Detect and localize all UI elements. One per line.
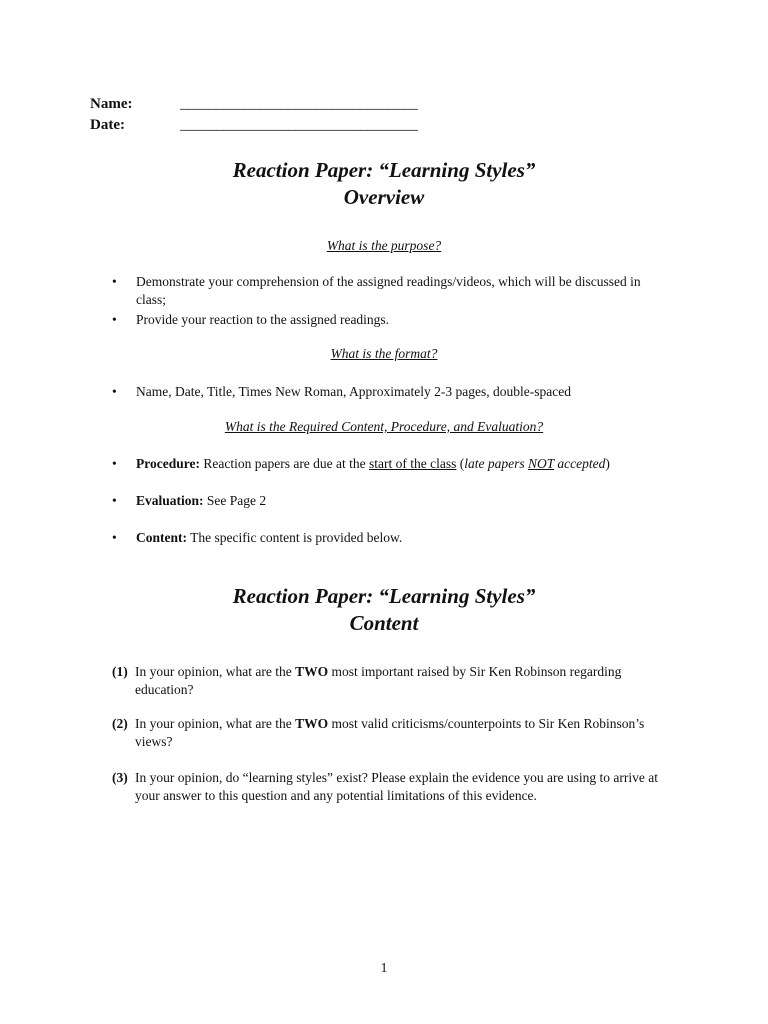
content-bullet-item — [112, 529, 652, 547]
procedure-italic-before: late papers — [464, 456, 529, 471]
procedure-italic-underlined: NOT — [528, 456, 555, 471]
procedure-bullet-item — [112, 455, 652, 473]
bullet-icon: • — [112, 493, 117, 508]
format-bullet-item — [112, 383, 652, 401]
question-bold-text: TWO — [295, 664, 329, 679]
procedure-underlined-text: start of the class — [369, 456, 457, 471]
question-item — [112, 715, 672, 751]
procedure-text — [136, 455, 652, 473]
name-blank-line: _________________________________ — [180, 96, 418, 112]
procedure-label: Procedure: — [136, 456, 200, 471]
question-text-after: most valid criticisms/counterpoints to Sir Ken Robinson’s views? — [135, 716, 645, 749]
question-text — [135, 715, 672, 751]
question-item — [112, 663, 672, 699]
overview-title — [0, 157, 768, 211]
procedure-text-before: Reaction papers are due at the — [199, 456, 370, 471]
name-field — [90, 96, 418, 113]
date-blank-line: _________________________________ — [180, 117, 418, 133]
name-label: Name: — [90, 96, 133, 112]
procedure-italic-after: accepted — [554, 456, 606, 471]
evaluation-bullet-item — [112, 492, 652, 510]
question-number: (3) — [112, 770, 128, 785]
content-title-line-1: Reaction Paper: “Learning Styles” — [232, 584, 536, 608]
overview-title-line-1: Reaction Paper: “Learning Styles” — [232, 158, 536, 182]
format-bullet-text: Name, Date, Title, Times New Roman, Approximately 2-3 pages, double-spaced — [136, 384, 571, 399]
content-text — [136, 529, 652, 547]
question-item — [112, 769, 672, 805]
question-text-before: In your opinion, what are the — [135, 664, 296, 679]
question-text: In your opinion, do “learning styles” exist? Please explain the evidence you are using to arrive at your answer to this question and any potential limitations of this evidence. — [135, 770, 658, 803]
content-title — [0, 583, 768, 637]
date-label: Date: — [90, 117, 125, 133]
content-body: The specific content is provided below. — [187, 530, 403, 545]
purpose-bullet-text: Demonstrate your comprehension of the assigned readings/videos, which will be discussed in class; — [136, 274, 641, 307]
bullet-icon: • — [112, 274, 117, 289]
bullet-icon: • — [112, 384, 117, 399]
procedure-text-end: ) — [605, 456, 610, 471]
bullet-icon: • — [112, 530, 117, 545]
content-label: Content: — [136, 530, 187, 545]
purpose-heading: What is the purpose? — [326, 238, 442, 253]
required-content-heading: What is the Required Content, Procedure, and Evaluation? — [224, 419, 544, 434]
bullet-icon: • — [112, 312, 117, 327]
procedure-text-mid: ( — [456, 456, 465, 471]
purpose-bullet-text: Provide your reaction to the assigned readings. — [136, 312, 390, 327]
evaluation-text — [136, 492, 652, 510]
question-text-before: In your opinion, what are the — [135, 716, 296, 731]
bullet-icon: • — [112, 456, 117, 471]
question-number: (2) — [112, 716, 128, 731]
question-bold-text: TWO — [295, 716, 329, 731]
evaluation-body: See Page 2 — [203, 493, 267, 508]
purpose-bullet-item — [112, 311, 652, 329]
purpose-bullet-item — [112, 273, 652, 309]
date-field — [90, 117, 418, 134]
evaluation-label: Evaluation: — [136, 493, 204, 508]
page-number: 1 — [380, 960, 388, 975]
question-text — [135, 663, 672, 699]
format-heading: What is the format? — [330, 346, 438, 361]
question-text-after: most important raised by Sir Ken Robinson regarding education? — [135, 664, 622, 697]
question-number: (1) — [112, 664, 128, 679]
overview-title-line-2: Overview — [343, 185, 425, 209]
content-title-line-2: Content — [349, 611, 419, 635]
